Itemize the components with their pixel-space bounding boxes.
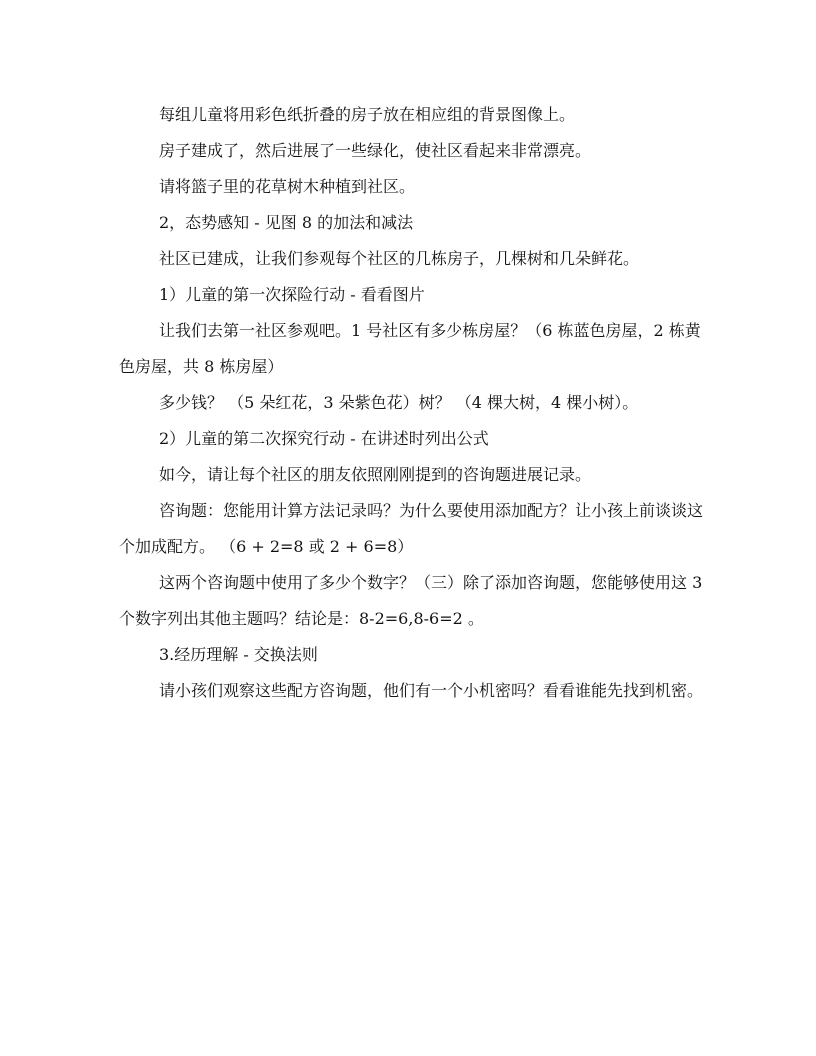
subsection-heading: 1）儿童的第一次探险行动 - 看看图片	[159, 285, 425, 304]
paragraph: 请小孩们观察这些配方咨询题，他们有一个小机密吗？看看谁能先找到机密。	[159, 681, 704, 700]
subsection-heading: 2）儿童的第二次探究行动 - 在讲述时列出公式	[159, 429, 489, 448]
paragraph: 多少钱？ （5 朵红花，3 朵紫色花）树？ （4 棵大树，4 棵小树）。	[159, 393, 639, 412]
section-heading: 2，态势感知 - 见图 8 的加法和减法	[159, 213, 414, 232]
paragraph: 请将篮子里的花草树木种植到社区。	[159, 177, 416, 196]
section-heading: 3.经历理解 - 交换法则	[159, 645, 318, 664]
document-body	[119, 97, 708, 709]
paragraph: 房子建成了，然后进展了一些绿化，使社区看起来非常漂亮。	[159, 141, 592, 160]
paragraph: 社区已建成，让我们参观每个社区的几栋房子，几棵树和几朵鲜花。	[159, 249, 640, 268]
paragraph: 每组儿童将用彩色纸折叠的房子放在相应组的背景图像上。	[159, 105, 576, 124]
paragraph: 这两个咨询题中使用了多少个数字？（三）除了添加咨询题，您能够使用这 3 个数字列出其他主题吗？结论是：8-2=6,8-6=2 。	[119, 573, 708, 628]
paragraph: 如今，请让每个社区的朋友依照刚刚提到的咨询题进展记录。	[159, 465, 592, 484]
paragraph: 咨询题：您能用计算方法记录吗？为什么要使用添加配方？让小孩上前谈谈这个加成配方。 （6 + 2=8 或 2 + 6=8）	[119, 501, 704, 556]
paragraph: 让我们去第一社区参观吧。1 号社区有多少栋房屋？（6 栋蓝色房屋，2 栋黄色房屋，共 8 栋房屋）	[119, 321, 701, 376]
